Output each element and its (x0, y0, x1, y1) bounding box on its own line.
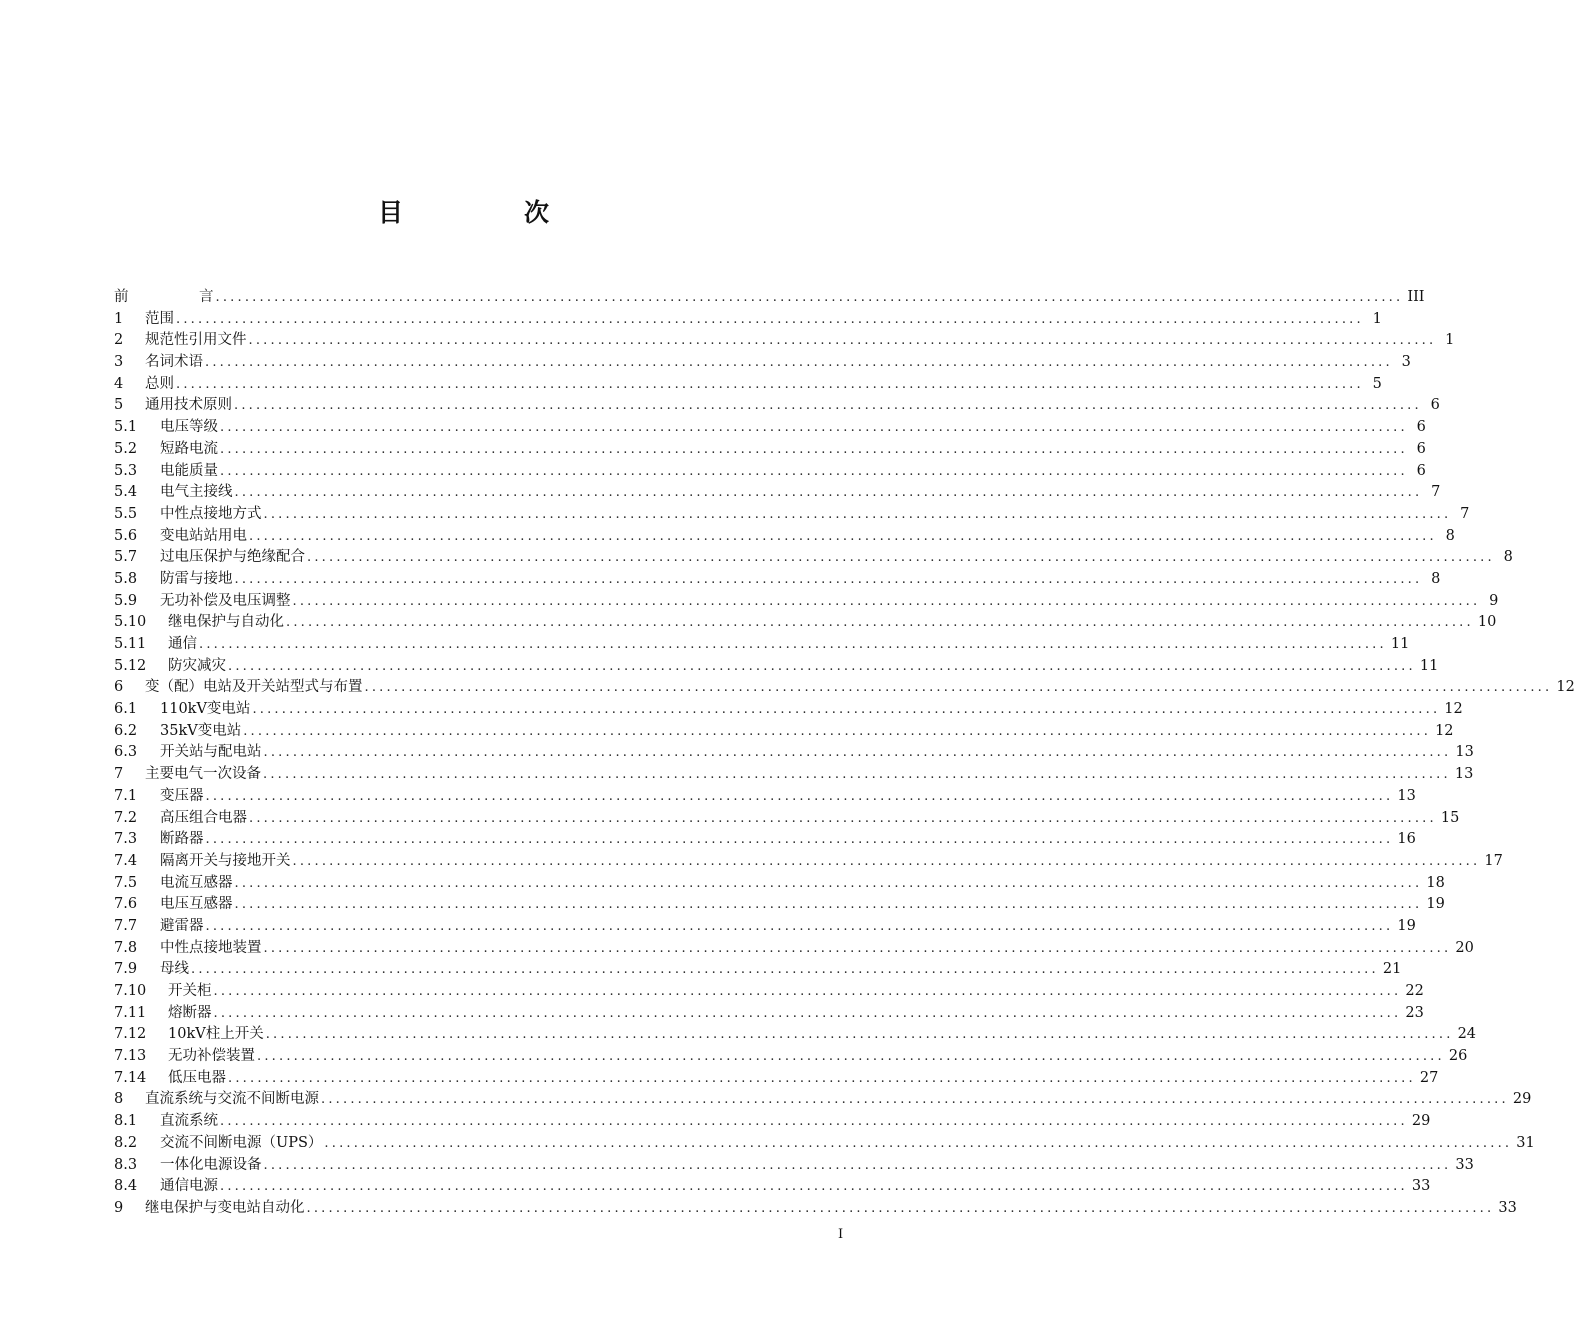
toc-entry-number: 7.14 (114, 1069, 147, 1086)
toc-entry-title: 开关站与配电站 (160, 744, 262, 761)
toc-entry[interactable] (114, 374, 1382, 396)
toc-dot-leader: .................................................................................................................................................................. (205, 355, 1393, 371)
toc-entry[interactable] (114, 1089, 1532, 1111)
toc-entry[interactable] (114, 569, 1441, 591)
toc-entry-page: 18 (1426, 874, 1445, 891)
toc-entry-number: 7.10 (114, 983, 147, 999)
toc-entry[interactable] (114, 1176, 1431, 1198)
toc-entry-title: 通信电源 (160, 1178, 218, 1195)
toc-entry-number: 5.7 (114, 549, 138, 566)
toc-entry-page: 6 (1416, 462, 1426, 479)
toc-entry[interactable] (114, 1133, 1535, 1155)
toc-entry-title: 中性点接地方式 (160, 505, 262, 522)
toc-entry-number: 5.2 (114, 440, 138, 457)
toc-entry[interactable] (114, 786, 1416, 808)
toc-dot-leader: .................................................................................................................................................................. (234, 398, 1422, 414)
toc-entry-number: 7.8 (114, 939, 138, 956)
toc-entry[interactable] (114, 309, 1382, 331)
toc-dot-leader: .................................................................................................................................................................. (234, 571, 1423, 587)
toc-dot-leader: .................................................................................................................................................................. (228, 1070, 1416, 1086)
page-number: I (838, 1227, 844, 1242)
toc-entry-page: 12 (1435, 722, 1454, 739)
toc-entry-number: 5.4 (114, 484, 138, 501)
toc-entry-page: 29 (1411, 1113, 1431, 1130)
toc-entry-number: 8.2 (114, 1134, 138, 1151)
toc-dot-leader: .................................................................................................................................................................. (286, 615, 1474, 631)
toc-dot-leader: .................................................................................................................................................................. (205, 918, 1394, 934)
toc-entry-number: 5.8 (114, 570, 138, 587)
toc-entry[interactable] (114, 482, 1441, 504)
toc-entry-number: 7.12 (114, 1026, 147, 1043)
toc-entry-title: 继电保护与变电站自动化 (145, 1199, 305, 1216)
toc-dot-leader: .................................................................................................................................................................. (292, 593, 1481, 609)
toc-dot-leader: .................................................................................................................................................................. (321, 1092, 1509, 1108)
toc-entry[interactable] (114, 677, 1575, 699)
toc-entry[interactable] (114, 547, 1513, 569)
toc-entry-page: 23 (1405, 1004, 1424, 1021)
toc-entry-page: III (1407, 289, 1425, 305)
table-of-contents (114, 287, 1575, 1220)
toc-dot-leader: .................................................................................................................................................................. (249, 528, 1437, 544)
toc-dot-leader: .................................................................................................................................................................. (234, 485, 1423, 501)
toc-entry-number: 5.6 (114, 527, 138, 544)
toc-entry[interactable] (114, 1111, 1431, 1133)
toc-entry-page: 6 (1416, 419, 1426, 436)
toc-entry[interactable] (114, 395, 1440, 417)
toc-entry-number: 7.6 (114, 896, 138, 913)
toc-entry-number: 5.1 (114, 419, 138, 436)
toc-entry-title: 隔离开关与接地开关 (160, 852, 291, 869)
toc-entry-title: 母线 (160, 961, 189, 978)
toc-entry-page: 8 (1431, 570, 1441, 587)
toc-dot-leader: .................................................................................................................................................................. (220, 441, 1408, 457)
toc-entry-title: 电压等级 (160, 419, 218, 436)
toc-entry-page: 13 (1454, 766, 1474, 783)
toc-dot-leader: .................................................................................................................................................................. (265, 1027, 1454, 1043)
toc-entry-number: 7.7 (114, 917, 138, 934)
toc-entry-title: 中性点接地装置 (160, 939, 262, 956)
toc-dot-leader: .................................................................................................................................................................. (176, 311, 1364, 327)
toc-entry-page: 33 (1498, 1199, 1517, 1216)
toc-entry-title: 前 言 (114, 289, 242, 305)
toc-dot-leader: .................................................................................................................................................................. (263, 745, 1452, 761)
toc-entry[interactable] (114, 808, 1460, 830)
toc-entry-title: 断路器 (160, 831, 204, 848)
toc-entry[interactable] (114, 526, 1455, 548)
toc-entry-title: 电气主接线 (160, 484, 233, 501)
toc-dot-leader: .................................................................................................................................................................. (364, 680, 1553, 696)
toc-entry[interactable] (114, 1155, 1474, 1177)
toc-entry[interactable] (114, 764, 1474, 786)
toc-dot-leader: .................................................................................................................................................................. (234, 897, 1423, 913)
toc-entry-title: 电能质量 (160, 462, 218, 479)
toc-dot-leader: .................................................................................................................................................................. (220, 1179, 1408, 1195)
toc-entry-page: 12 (1556, 679, 1575, 696)
toc-entry[interactable] (114, 591, 1499, 613)
toc-entry-page: 17 (1484, 852, 1503, 869)
toc-entry-title: 变压器 (160, 787, 204, 804)
toc-dot-leader: .................................................................................................................................................................. (324, 1135, 1513, 1151)
toc-entry-title: 避雷器 (160, 917, 204, 934)
toc-entry-page: 1 (1445, 332, 1455, 349)
toc-entry-page: 6 (1416, 440, 1426, 457)
toc-entry-number: 8.4 (114, 1178, 138, 1195)
toc-entry[interactable] (114, 916, 1416, 938)
toc-entry-page: 1 (1372, 310, 1382, 327)
toc-entry-page: 22 (1405, 983, 1424, 999)
toc-entry-page: 7 (1460, 505, 1470, 522)
toc-dot-leader: .................................................................................................................................................................. (249, 810, 1437, 826)
toc-entry-title: 短路电流 (160, 440, 218, 457)
toc-entry-page: 29 (1512, 1091, 1532, 1108)
toc-entry[interactable] (114, 287, 1425, 309)
toc-dot-leader: .................................................................................................................................................................. (215, 290, 1404, 305)
toc-entry-title: 电压互感器 (160, 896, 233, 913)
toc-entry-page: 19 (1397, 917, 1416, 934)
toc-dot-leader: .................................................................................................................................................................. (191, 962, 1379, 978)
toc-entry[interactable] (114, 894, 1445, 916)
toc-entry[interactable] (114, 1198, 1517, 1220)
toc-entry-number: 5.10 (114, 614, 147, 631)
toc-entry-number: 5 (114, 397, 124, 414)
toc-entry-number: 7.13 (114, 1048, 147, 1065)
toc-entry-page: 7 (1431, 484, 1441, 501)
toc-dot-leader: .................................................................................................................................................................. (213, 1005, 1402, 1021)
toc-dot-leader: .................................................................................................................................................................. (234, 875, 1423, 891)
toc-entry-title: 通信 (168, 636, 197, 652)
toc-entry[interactable] (114, 439, 1426, 461)
toc-entry-title: 防雷与接地 (160, 570, 233, 587)
toc-entry-number: 8 (114, 1091, 124, 1108)
toc-entry-number: 6.1 (114, 701, 138, 718)
toc-entry-page: 33 (1411, 1178, 1431, 1195)
toc-entry[interactable] (114, 330, 1455, 352)
toc-entry-page: 24 (1457, 1026, 1477, 1043)
toc-entry-title: 范围 (145, 310, 174, 327)
toc-entry-title: 35kV变电站 (160, 722, 242, 739)
toc-entry[interactable] (114, 721, 1454, 743)
toc-entry-number: 1 (114, 310, 124, 327)
toc-dot-leader: .................................................................................................................................................................. (205, 788, 1394, 804)
toc-entry-title: 交流不间断电源（UPS） (160, 1134, 323, 1151)
toc-entry[interactable] (114, 504, 1470, 526)
toc-entry-title: 直流系统与交流不间断电源 (145, 1091, 319, 1108)
toc-entry-page: 8 (1503, 549, 1513, 566)
toc-entry[interactable] (114, 699, 1463, 721)
toc-entry[interactable] (114, 612, 1497, 634)
toc-entry-title: 熔断器 (168, 1004, 212, 1021)
toc-dot-leader: .................................................................................................................................................................. (228, 658, 1416, 674)
toc-entry-number: 7 (114, 766, 124, 783)
toc-dot-leader: .................................................................................................................................................................. (176, 376, 1364, 392)
toc-entry-page: 33 (1455, 1156, 1474, 1173)
toc-dot-leader: .................................................................................................................................................................. (263, 940, 1452, 956)
toc-entry-page: 12 (1444, 701, 1463, 718)
page-title: 目 次 (377, 198, 597, 227)
toc-entry-page: 3 (1401, 354, 1411, 371)
toc-entry-title: 直流系统 (160, 1113, 218, 1130)
toc-entry-number: 5.9 (114, 592, 138, 609)
toc-entry-page: 31 (1516, 1134, 1535, 1151)
toc-entry-title: 开关柜 (168, 983, 212, 999)
toc-entry-title: 变电站站用电 (160, 527, 247, 544)
toc-entry-title: 防灾减灾 (168, 657, 226, 674)
toc-entry[interactable] (114, 1024, 1477, 1046)
toc-dot-leader: .................................................................................................................................................................. (220, 1114, 1408, 1130)
toc-entry[interactable] (114, 417, 1426, 439)
toc-entry-page: 19 (1426, 896, 1445, 913)
toc-entry-page: 11 (1419, 657, 1439, 674)
toc-dot-leader: .................................................................................................................................................................. (243, 723, 1432, 739)
toc-entry-number: 6.2 (114, 722, 138, 739)
toc-entry-number: 6 (114, 679, 124, 696)
toc-dot-leader: .................................................................................................................................................................. (263, 506, 1452, 522)
toc-entry-page: 16 (1397, 831, 1416, 848)
toc-entry-title: 主要电气一次设备 (145, 766, 261, 783)
toc-dot-leader: .................................................................................................................................................................. (307, 550, 1495, 566)
toc-entry-title: 一体化电源设备 (160, 1156, 262, 1173)
toc-entry-title: 低压电器 (168, 1069, 226, 1086)
toc-entry-title: 110kV变电站 (160, 701, 251, 718)
toc-entry-title: 电流互感器 (160, 874, 233, 891)
toc-entry[interactable] (114, 461, 1426, 483)
toc-entry-number: 7.4 (114, 852, 138, 869)
toc-entry-number: 5.12 (114, 657, 147, 674)
toc-dot-leader: .................................................................................................................................................................. (306, 1200, 1495, 1216)
toc-entry[interactable] (114, 656, 1439, 678)
toc-entry[interactable] (114, 959, 1402, 981)
toc-entry-title: 名词术语 (145, 354, 203, 371)
toc-entry-number: 9 (114, 1199, 124, 1216)
toc-entry-number: 4 (114, 375, 124, 392)
toc-dot-leader: .................................................................................................................................................................. (199, 637, 1387, 652)
toc-entry[interactable] (114, 1003, 1424, 1025)
toc-entry[interactable] (114, 1046, 1468, 1068)
toc-entry-title: 无功补偿及电压调整 (160, 592, 291, 609)
toc-entry-page: 6 (1430, 397, 1440, 414)
toc-entry-page: 27 (1419, 1069, 1439, 1086)
toc-entry-number: 2 (114, 332, 124, 349)
toc-entry-number: 5.3 (114, 462, 138, 479)
toc-entry[interactable] (114, 829, 1416, 851)
toc-entry[interactable] (114, 742, 1474, 764)
toc-entry-page: 9 (1489, 592, 1499, 609)
toc-dot-leader: .................................................................................................................................................................. (248, 333, 1437, 349)
toc-entry-page: 13 (1455, 744, 1474, 761)
toc-entry-title: 继电保护与自动化 (168, 614, 284, 631)
toc-entry-title: 无功补偿装置 (168, 1048, 255, 1065)
toc-entry-number: 7.9 (114, 961, 138, 978)
toc-entry-page: 13 (1397, 787, 1416, 804)
toc-entry-number: 7.2 (114, 809, 138, 826)
toc-entry-number: 7.11 (114, 1004, 147, 1021)
toc-entry[interactable] (114, 981, 1424, 1003)
toc-dot-leader: .................................................................................................................................................................. (220, 420, 1408, 436)
toc-entry-number: 5.5 (114, 505, 138, 522)
toc-entry[interactable] (114, 873, 1445, 895)
toc-entry-number: 3 (114, 354, 124, 371)
toc-entry-page: 5 (1372, 375, 1382, 392)
toc-entry-number: 7.5 (114, 874, 138, 891)
toc-dot-leader: .................................................................................................................................................................. (220, 463, 1408, 479)
toc-entry-number: 7.1 (114, 787, 138, 804)
toc-entry-title: 规范性引用文件 (145, 332, 247, 349)
toc-entry-page: 21 (1382, 961, 1402, 978)
toc-entry[interactable] (114, 938, 1474, 960)
toc-entry[interactable] (114, 851, 1503, 873)
toc-entry[interactable] (114, 352, 1411, 374)
toc-entry-number: 6.3 (114, 744, 138, 761)
toc-dot-leader: .................................................................................................................................................................. (213, 984, 1402, 999)
toc-dot-leader: .................................................................................................................................................................. (292, 853, 1481, 869)
toc-entry-page: 20 (1455, 939, 1474, 956)
toc-entry-number: 5.11 (114, 636, 147, 652)
toc-dot-leader: .................................................................................................................................................................. (205, 832, 1394, 848)
toc-entry-page: 8 (1445, 527, 1455, 544)
toc-entry-page: 11 (1390, 636, 1410, 652)
toc-entry-title: 通用技术原则 (145, 397, 232, 414)
toc-entry-title: 过电压保护与绝缘配合 (160, 549, 305, 566)
toc-dot-leader: .................................................................................................................................................................. (263, 767, 1451, 783)
toc-dot-leader: .................................................................................................................................................................. (263, 1157, 1452, 1173)
toc-entry-title: 高压组合电器 (160, 809, 247, 826)
toc-entry-title: 10kV柱上开关 (168, 1026, 264, 1043)
toc-entry-title: 总则 (145, 375, 174, 392)
toc-dot-leader: .................................................................................................................................................................. (252, 702, 1441, 718)
toc-entry[interactable] (114, 1068, 1439, 1090)
toc-entry-page: 10 (1477, 614, 1497, 631)
toc-entry-number: 8.3 (114, 1156, 138, 1173)
toc-entry-page: 26 (1448, 1048, 1468, 1065)
toc-entry-number: 8.1 (114, 1113, 138, 1130)
toc-dot-leader: .................................................................................................................................................................. (257, 1049, 1445, 1065)
toc-entry[interactable] (114, 634, 1410, 656)
toc-entry-page: 15 (1440, 809, 1460, 826)
toc-entry-title: 变（配）电站及开关站型式与布置 (145, 679, 363, 696)
toc-entry-number: 7.3 (114, 831, 138, 848)
